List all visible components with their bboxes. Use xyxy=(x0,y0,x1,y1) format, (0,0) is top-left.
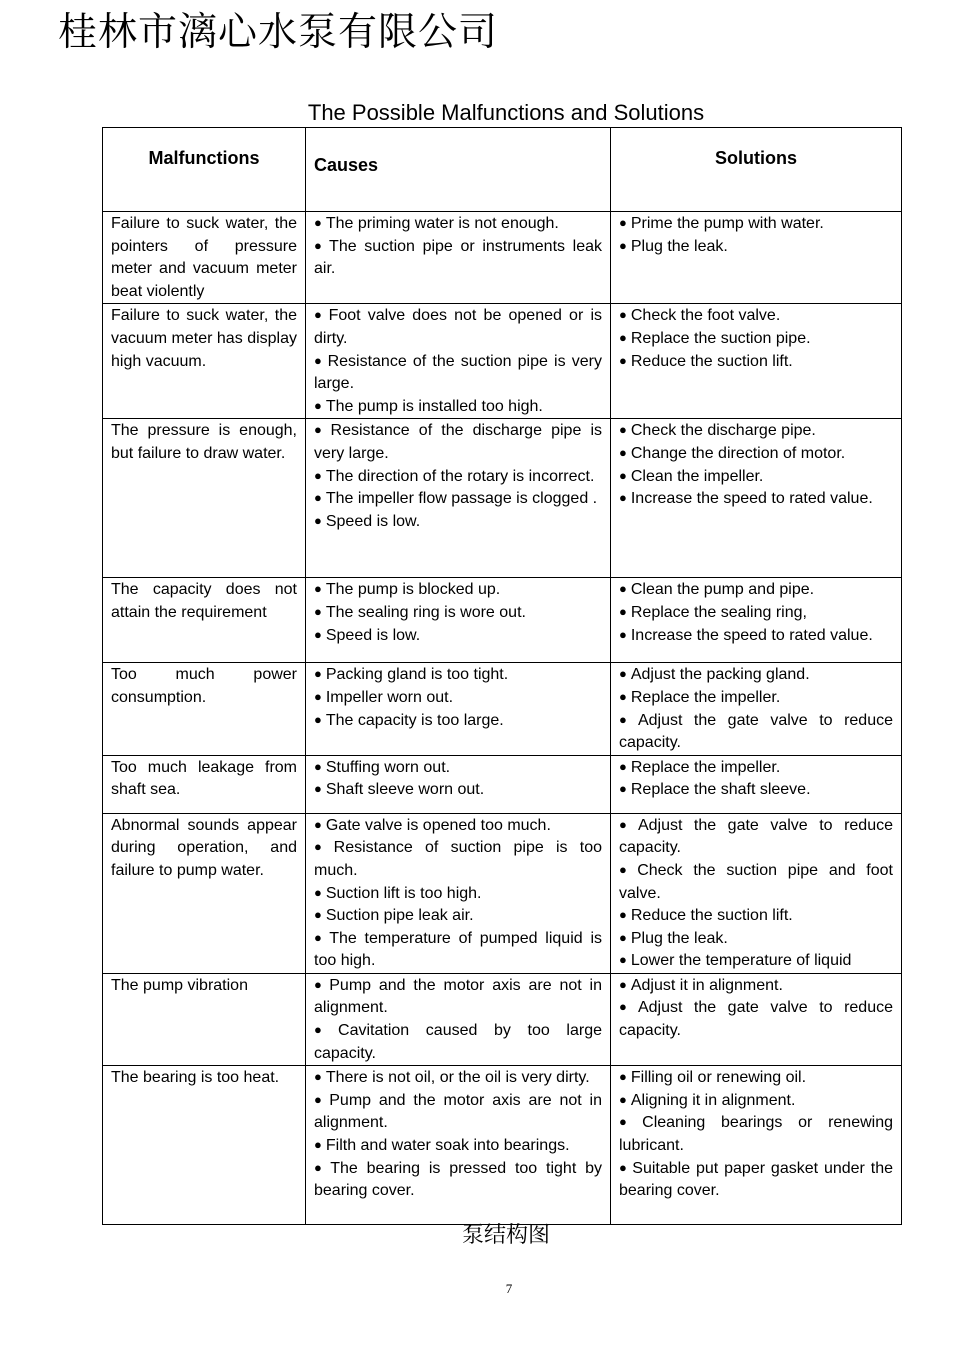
solution-item xyxy=(619,779,893,802)
malfunction-text: Failure to suck water, the vacuum meter has display high vacuum. xyxy=(111,307,297,370)
bullet-icon: ● xyxy=(314,884,322,900)
cause-item xyxy=(314,602,602,625)
solution-text: Plug the leak. xyxy=(630,237,728,255)
cause-item xyxy=(314,883,602,906)
cause-cell xyxy=(306,578,611,663)
bullet-icon: ● xyxy=(314,929,326,945)
bullet-icon: ● xyxy=(314,490,322,506)
cause-text: Gate valve is opened too much. xyxy=(325,816,551,834)
malfunction-text: The pressure is enough, but failure to draw water. xyxy=(111,422,297,462)
cause-text: The pump is blocked up. xyxy=(325,581,501,599)
bullet-icon: ● xyxy=(314,1069,322,1085)
cause-item xyxy=(314,1020,602,1065)
solution-text: Aligning it in alignment. xyxy=(630,1091,796,1109)
malfunction-cell xyxy=(103,304,306,419)
solution-cell xyxy=(611,663,902,755)
cause-text: The pump is installed too high. xyxy=(325,397,543,415)
solution-item xyxy=(619,236,893,259)
solution-item xyxy=(619,928,893,951)
cause-text: The bearing is pressed too tight by bearing cover. xyxy=(314,1159,602,1200)
table-row xyxy=(103,212,902,304)
bullet-icon: ● xyxy=(314,1159,327,1175)
table-row xyxy=(103,663,902,755)
solution-item xyxy=(619,443,893,466)
solution-item xyxy=(619,579,893,602)
cause-item xyxy=(314,625,602,648)
cause-text: Resistance of suction pipe is too much. xyxy=(314,839,602,879)
malfunction-cell xyxy=(103,419,306,578)
bullet-icon: ● xyxy=(619,626,627,642)
solution-text: Suitable put paper gasket under the bearing cover. xyxy=(619,1159,893,1200)
bullet-icon: ● xyxy=(314,397,322,413)
bullet-icon: ● xyxy=(619,1069,627,1085)
malfunctions-table xyxy=(102,127,902,1225)
bullet-icon: ● xyxy=(314,307,325,323)
cause-item xyxy=(314,664,602,687)
bullet-icon: ● xyxy=(619,603,627,619)
bullet-icon: ● xyxy=(314,512,322,528)
solution-text: Lower the temperature of liquid xyxy=(630,952,852,970)
malfunction-cell xyxy=(103,1066,306,1225)
document-title: The Possible Malfunctions and Solutions xyxy=(307,100,705,125)
bullet-icon: ● xyxy=(314,1137,322,1153)
malfunction-cell xyxy=(103,212,306,304)
bullet-icon: ● xyxy=(619,1114,639,1130)
solution-item xyxy=(619,625,893,648)
bullet-icon: ● xyxy=(619,307,627,323)
bullet-icon: ● xyxy=(619,329,627,345)
bullet-icon: ● xyxy=(619,490,627,506)
solution-text: Replace the shaft sleeve. xyxy=(630,781,811,799)
solution-text: Adjust the gate valve to reduce capacity. xyxy=(619,999,893,1040)
cause-text: Resistance of the suction pipe is very large. xyxy=(314,352,602,393)
bullet-icon: ● xyxy=(619,237,627,253)
cause-item xyxy=(314,236,602,281)
cause-text: The direction of the rotary is incorrect. xyxy=(325,467,595,485)
solution-item xyxy=(619,328,893,351)
bullet-icon: ● xyxy=(619,952,627,968)
solution-text: Adjust the gate valve to reduce capacity. xyxy=(619,816,893,857)
solution-item xyxy=(619,1067,893,1090)
solution-item xyxy=(619,997,893,1042)
cause-cell xyxy=(306,813,611,973)
malfunction-text: The capacity does not attain the requirement xyxy=(111,581,297,621)
solution-text: Cleaning bearings or renewing lubricant. xyxy=(619,1114,893,1155)
solution-item xyxy=(619,757,893,780)
table-row xyxy=(103,578,902,663)
cause-item xyxy=(314,710,602,733)
bullet-icon: ● xyxy=(314,711,322,727)
bullet-icon: ● xyxy=(619,1159,629,1175)
solution-item xyxy=(619,213,893,236)
bullet-icon: ● xyxy=(314,688,322,704)
bullet-icon: ● xyxy=(619,711,634,727)
bullet-icon: ● xyxy=(619,816,634,832)
malfunction-cell xyxy=(103,578,306,663)
cause-item xyxy=(314,579,602,602)
cause-text: Filth and water soak into bearings. xyxy=(325,1137,570,1155)
bullet-icon: ● xyxy=(314,839,330,855)
cause-text: Suction pipe leak air. xyxy=(325,907,474,925)
cause-text: The sealing ring is wore out. xyxy=(325,603,526,621)
bullet-icon: ● xyxy=(314,603,322,619)
malfunction-cell xyxy=(103,813,306,973)
cause-text: Impeller worn out. xyxy=(325,688,454,706)
bullet-icon: ● xyxy=(619,781,627,797)
solution-cell xyxy=(611,755,902,813)
cause-text: The priming water is not enough. xyxy=(325,215,559,232)
cause-text: Packing gland is too tight. xyxy=(325,666,509,684)
bullet-icon: ● xyxy=(619,999,634,1015)
solution-text: Clean the impeller. xyxy=(630,467,764,485)
header-malfunctions: Malfunctions xyxy=(103,128,306,212)
malfunction-text: Too much leakage from shaft sea. xyxy=(111,758,297,799)
cause-item xyxy=(314,1158,602,1203)
solution-text: Replace the impeller. xyxy=(630,758,781,776)
cause-item xyxy=(314,420,602,465)
table-row xyxy=(103,419,902,578)
solution-item xyxy=(619,860,893,905)
solution-item xyxy=(619,305,893,328)
bullet-icon: ● xyxy=(619,688,627,704)
cause-item xyxy=(314,1090,602,1135)
solution-item xyxy=(619,710,893,755)
solution-text: Adjust the gate valve to reduce capacity. xyxy=(619,711,893,752)
bullet-icon: ● xyxy=(619,861,634,877)
bullet-icon: ● xyxy=(314,352,324,368)
solution-text: Replace the suction pipe. xyxy=(630,329,811,347)
bullet-icon: ● xyxy=(619,666,627,682)
bullet-icon: ● xyxy=(619,976,627,992)
malfunction-cell xyxy=(103,973,306,1065)
table-row xyxy=(103,304,902,419)
solution-text: Check the suction pipe and foot valve. xyxy=(619,861,893,902)
cause-cell xyxy=(306,212,611,304)
cause-item xyxy=(314,213,602,236)
bullet-icon: ● xyxy=(619,581,627,597)
bullet-icon: ● xyxy=(619,907,627,923)
solution-text: Adjust it in alignment. xyxy=(630,976,783,994)
solution-text: Plug the leak. xyxy=(630,929,728,947)
solution-item xyxy=(619,905,893,928)
solution-item xyxy=(619,815,893,860)
solution-cell xyxy=(611,813,902,973)
cause-item xyxy=(314,757,602,780)
solution-text: Replace the impeller. xyxy=(630,688,781,706)
solution-text: Replace the sealing ring, xyxy=(630,603,807,621)
page-number: 7 xyxy=(505,1281,513,1296)
bullet-icon: ● xyxy=(619,1091,627,1107)
solution-item xyxy=(619,950,893,973)
solution-text: Clean the pump and pipe. xyxy=(630,581,815,599)
cause-text: Speed is low. xyxy=(325,626,421,644)
figure-caption: 泵结构图 xyxy=(461,1223,550,1248)
solution-item xyxy=(619,664,893,687)
bullet-icon: ● xyxy=(314,581,322,597)
cause-item xyxy=(314,305,602,350)
solution-item xyxy=(619,687,893,710)
solution-text: Filling oil or renewing oil. xyxy=(630,1069,807,1087)
solution-item xyxy=(619,1112,893,1157)
cause-item xyxy=(314,687,602,710)
cause-cell xyxy=(306,419,611,578)
bullet-icon: ● xyxy=(619,352,627,368)
bullet-icon: ● xyxy=(314,422,327,438)
solution-cell xyxy=(611,1066,902,1225)
cause-text: Shaft sleeve worn out. xyxy=(325,781,485,799)
solution-text: Prime the pump with water. xyxy=(630,215,824,232)
bullet-icon: ● xyxy=(314,758,322,774)
cause-item xyxy=(314,837,602,882)
solution-item xyxy=(619,975,893,998)
solution-text: Check the foot valve. xyxy=(630,307,781,325)
cause-text: There is not oil, or the oil is very dirty. xyxy=(325,1069,590,1087)
table-body xyxy=(103,212,902,1225)
bullet-icon: ● xyxy=(619,422,627,438)
bullet-icon: ● xyxy=(619,929,627,945)
cause-cell xyxy=(306,304,611,419)
solution-text: Change the direction of motor. xyxy=(630,444,846,462)
solution-cell xyxy=(611,212,902,304)
solution-text: Reduce the suction lift. xyxy=(630,907,793,925)
bullet-icon: ● xyxy=(619,467,627,483)
solution-text: Increase the speed to rated value. xyxy=(630,626,873,644)
cause-text: Cavitation caused by too large capacity. xyxy=(314,1022,602,1062)
bullet-icon: ● xyxy=(619,215,627,230)
malfunction-text: Failure to suck water, the pointers of pressure meter and vacuum meter beat violently xyxy=(111,215,297,300)
cause-item xyxy=(314,815,602,838)
malfunction-cell xyxy=(103,663,306,755)
solution-item xyxy=(619,602,893,625)
solution-text: Check the discharge pipe. xyxy=(630,422,816,440)
cause-text: The impeller flow passage is clogged . xyxy=(325,490,598,508)
company-name: 桂林市漓心水泵有限公司 xyxy=(58,10,499,55)
cause-cell xyxy=(306,663,611,755)
malfunction-text: Abnormal sounds appear during operation, and failure to pump water. xyxy=(111,816,297,879)
cause-text: The temperature of pumped liquid is too high. xyxy=(314,929,602,970)
cause-text: Pump and the motor axis are not in alignment. xyxy=(314,1091,602,1132)
cause-item xyxy=(314,905,602,928)
header-causes: Causes xyxy=(306,128,611,212)
bullet-icon: ● xyxy=(314,781,322,797)
table-row xyxy=(103,813,902,973)
bullet-icon: ● xyxy=(619,444,627,460)
cause-item xyxy=(314,511,602,534)
cause-item xyxy=(314,466,602,489)
bullet-icon: ● xyxy=(314,1091,326,1107)
solution-text: Adjust the packing gland. xyxy=(630,666,810,684)
solution-cell xyxy=(611,304,902,419)
bullet-icon: ● xyxy=(314,215,322,230)
table-row xyxy=(103,973,902,1065)
solution-item xyxy=(619,351,893,374)
solution-cell xyxy=(611,973,902,1065)
bullet-icon: ● xyxy=(314,666,322,682)
solution-item xyxy=(619,1090,893,1113)
cause-cell xyxy=(306,1066,611,1225)
table-row xyxy=(103,755,902,813)
cause-item xyxy=(314,351,602,396)
solution-item xyxy=(619,466,893,489)
cause-item xyxy=(314,1067,602,1090)
bullet-icon: ● xyxy=(314,237,326,253)
solution-item xyxy=(619,420,893,443)
cause-text: Foot valve does not be opened or is dirty. xyxy=(314,307,602,347)
solution-text: Increase the speed to rated value. xyxy=(630,490,873,508)
solution-item xyxy=(619,488,893,511)
solution-cell xyxy=(611,578,902,663)
cause-item xyxy=(314,488,602,511)
malfunction-cell xyxy=(103,755,306,813)
bullet-icon: ● xyxy=(619,758,627,774)
cause-cell xyxy=(306,973,611,1065)
solution-item xyxy=(619,1158,893,1203)
cause-cell xyxy=(306,755,611,813)
cause-item xyxy=(314,1135,602,1158)
cause-text: The capacity is too large. xyxy=(325,711,504,729)
bullet-icon: ● xyxy=(314,467,322,483)
cause-item xyxy=(314,779,602,802)
cause-item xyxy=(314,396,602,419)
malfunction-text: The pump vibration xyxy=(111,976,248,994)
malfunction-text: Too much power consumption. xyxy=(111,666,297,706)
cause-text: Resistance of the discharge pipe is very large. xyxy=(314,422,603,462)
header-solutions: Solutions xyxy=(611,128,902,212)
table-row xyxy=(103,1066,902,1225)
cause-item xyxy=(314,928,602,973)
bullet-icon: ● xyxy=(314,1022,335,1038)
cause-text: Pump and the motor axis are not in alignment. xyxy=(314,976,602,1017)
table-header-row xyxy=(103,128,902,212)
cause-text: Suction lift is too high. xyxy=(325,884,482,902)
solution-text: Reduce the suction lift. xyxy=(630,352,793,370)
bullet-icon: ● xyxy=(314,907,322,923)
cause-text: The suction pipe or instruments leak air. xyxy=(314,237,602,278)
cause-text: Speed is low. xyxy=(325,512,421,530)
cause-item xyxy=(314,975,602,1020)
bullet-icon: ● xyxy=(314,816,322,832)
bullet-icon: ● xyxy=(314,976,326,992)
bullet-icon: ● xyxy=(314,626,322,642)
cause-text: Stuffing worn out. xyxy=(325,758,451,776)
malfunction-text: The bearing is too heat. xyxy=(111,1069,280,1087)
solution-cell xyxy=(611,419,902,578)
